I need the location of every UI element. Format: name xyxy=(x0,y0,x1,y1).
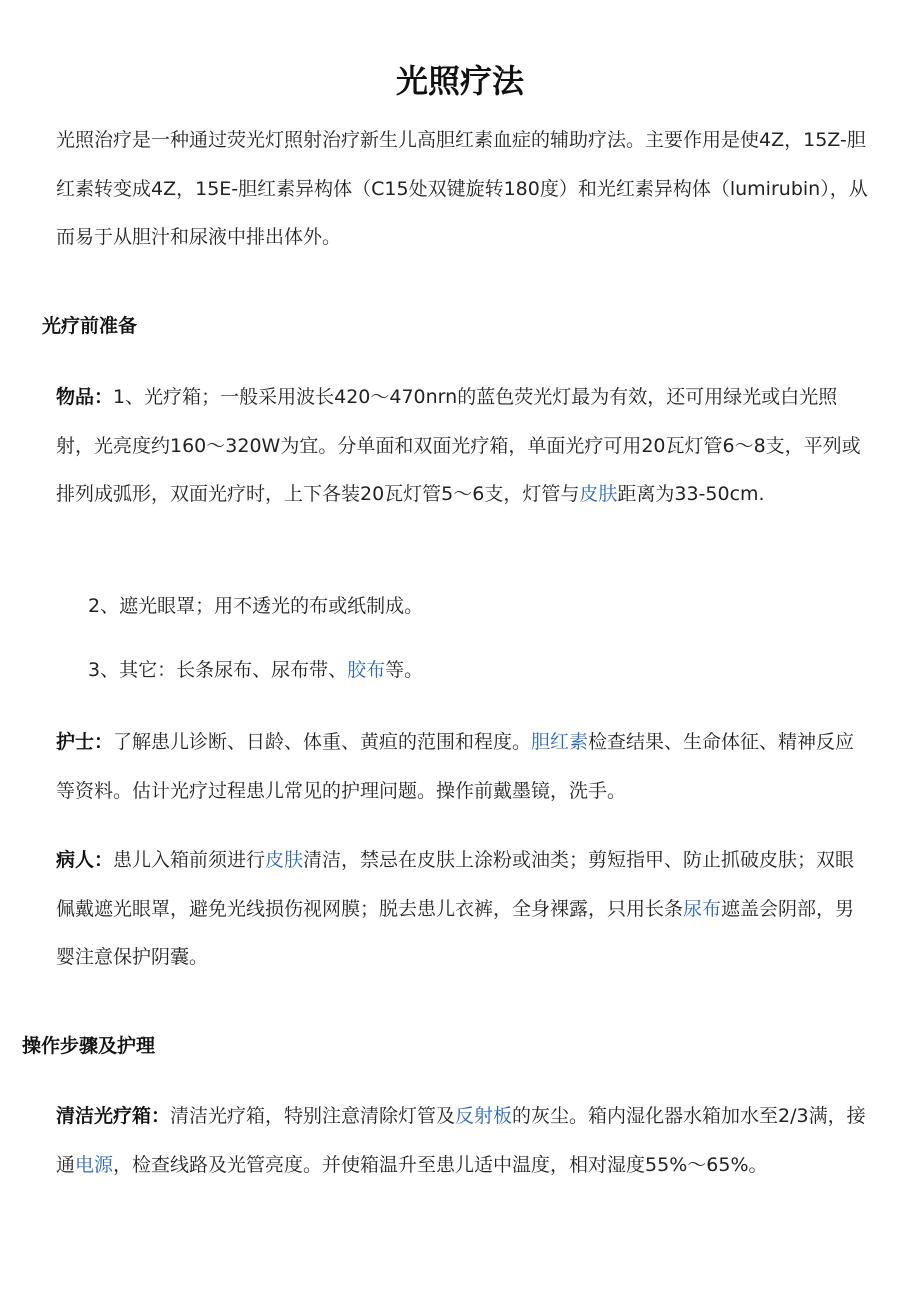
skin-link[interactable]: 皮肤 xyxy=(579,483,618,505)
clean-text: 清洁光疗箱，特别注意清除灯管及 xyxy=(170,1105,456,1127)
items-lead: 物品： xyxy=(56,386,114,408)
items-text-end: 距离为33-50cm. xyxy=(617,483,765,505)
other-items-text: 3、其它：长条尿布、尿布带、 xyxy=(88,659,348,681)
nurse-lead: 护士： xyxy=(56,731,114,753)
clean-lead: 清洁光疗箱： xyxy=(56,1105,171,1127)
section-heading-prep: 光疗前准备 xyxy=(42,315,138,337)
nurse-text-end: 检查结果、生命体征、精神反应等资料。估计光疗过程患儿常见的护理问题。操作前戴墨镜，洗手。 xyxy=(56,731,855,802)
power-link[interactable]: 电源 xyxy=(75,1153,114,1176)
patient-text-end: 遮盖会阴部，男婴注意保护阴囊。 xyxy=(56,897,855,968)
bilirubin-link[interactable]: 胆红素 xyxy=(531,731,589,753)
clean-text-mid: 的灰尘。箱内湿化器水箱加水至2/3满，接通 xyxy=(56,1105,866,1176)
nurse-text: 了解患儿诊断、日龄、体重、黄疸的范围和程度。 xyxy=(113,731,532,753)
skin-link-2[interactable]: 皮肤 xyxy=(265,849,304,871)
diaper-link[interactable]: 尿布 xyxy=(683,897,722,920)
items-paragraph xyxy=(56,373,868,519)
patient-paragraph xyxy=(56,836,868,982)
reflector-link[interactable]: 反射板 xyxy=(455,1105,513,1127)
other-items-end: 等。 xyxy=(385,659,424,681)
items-text: 1、光疗箱；一般采用波长420～470nrn的蓝色荧光灯最为有效，还可用绿光或白光照射，光亮度约160～320W为宜。分单面和双面光疗箱，单面光疗可用20瓦灯管6～8支，平列或排列成弧形，双面光疗时，上下各装20瓦灯管5～6支，灯管与 xyxy=(56,386,861,505)
other-items xyxy=(88,646,868,695)
tape-link[interactable]: 胶布 xyxy=(347,659,386,681)
section-heading-steps: 操作步骤及护理 xyxy=(22,1035,156,1057)
page-title: 光照疗法 xyxy=(395,62,524,100)
patient-text: 患儿入箱前须进行 xyxy=(113,849,266,871)
nurse-paragraph xyxy=(56,718,868,815)
clean-text-end: ，检查线路及光管亮度。并使箱温升至患儿适中温度，相对湿度55%～65%。 xyxy=(113,1153,768,1176)
patient-lead: 病人： xyxy=(56,849,114,871)
intro-paragraph: 光照治疗是一种通过荧光灯照射治疗新生儿高胆红素血症的辅助疗法。主要作用是使4Z，15Z-胆红素转变成4Z，15E-胆红素异构体（C15处双键旋转180度）和光红素异构体（lumirubin），从而易于从胆汁和尿液中排出体外。 xyxy=(56,129,868,248)
clean-box-paragraph xyxy=(56,1092,868,1189)
eye-mask-item: 2、遮光眼罩；用不透光的布或纸制成。 xyxy=(88,595,424,617)
patient-text-mid: 清洁，禁忌在皮肤上涂粉或油类；剪短指甲、防止抓破皮肤；双眼佩戴遮光眼罩，避免光线损伤视网膜；脱去患儿衣裤，全身裸露，只用长条 xyxy=(56,849,855,920)
